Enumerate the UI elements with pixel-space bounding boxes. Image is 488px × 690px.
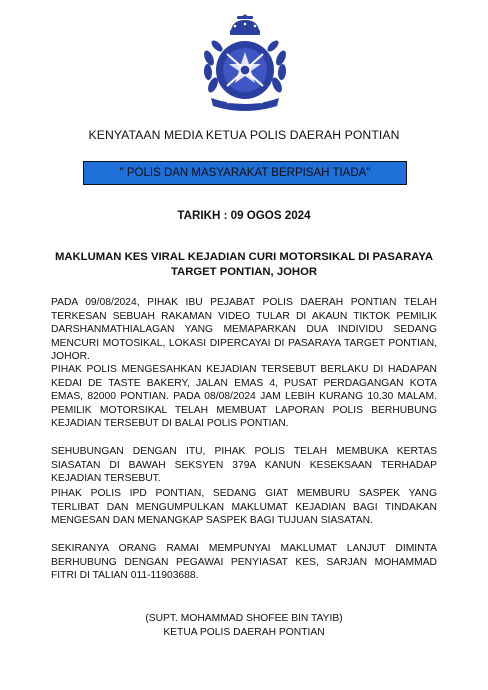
paragraph-1: PADA 09/08/2024, PIHAK IBU PEJABAT POLIS DAERAH PONTIAN TELAH TERKESAN SEBUAH RAKAMAN VIDEO TULAR DI AKAUN TIKTOK PEMILIK DARSHANMATHIALAGAN YANG MEMAPARKAN DUA INDIVIDU SEDANG MENCURI MOTOSIKAL, LOKASI DIPERCAYAI DI PASARAYA TARGET PONTIAN, JOHOR. — [51, 297, 437, 362]
signatory-name: (SUPT. MOHAMMAD SHOFEE BIN TAYIB) — [145, 613, 343, 624]
subject-line-1: MAKLUMAN KES VIRAL KEJADIAN CURI MOTORSIKAL DI PASARAYA — [54, 251, 434, 263]
document-header-title: KENYATAAN MEDIA KETUA POLIS DAERAH PONTIAN — [88, 128, 400, 142]
paragraph-2: PIHAK POLIS MENGESAHKAN KEJADIAN TERSEBUT BERLAKU DI HADAPAN KEDAI DE TASTE BAKERY, JALAN EMAS 4, PUSAT PERDAGANGAN KOTA EMAS, 82000 PONTIAN. PADA 08/08/2024 JAM LEBIH KURANG 10.30 MALAM. PEMILIK MOTORSIKAL TELAH MEMBUAT LAPORAN POLIS BERHUBUNG KEJADIAN TERSEBUT DI BALAI POLIS PONTIAN. — [51, 364, 437, 429]
motto-text: " POLIS DAN MASYARAKAT BERPISAH TIADA" — [119, 167, 371, 179]
royal-malaysia-police-crest-icon — [197, 14, 293, 112]
motto-banner — [83, 161, 407, 185]
subject-line-2: TARGET PONTIAN, JOHOR — [170, 266, 318, 278]
paragraph-3: SEHUBUNGAN DENGAN ITU, PIHAK POLIS TELAH MEMBUKA KERTAS SIASATAN DI BAWAH SEKSYEN 379A KANUN KESEKSAAN TERHADAP KEJADIAN TERSEBUT. — [51, 446, 437, 484]
document-date: TARIKH : 09 OGOS 2024 — [177, 209, 311, 222]
document-subject — [50, 250, 438, 280]
signatory-title: KETUA POLIS DAERAH PONTIAN — [163, 627, 325, 638]
paragraph-4: PIHAK POLIS IPD PONTIAN, SEDANG GIAT MEMBURU SASPEK YANG TERLIBAT DAN MENGUMPULKAN MAKLUMAT KEJADIAN BAGI TINDAKAN MENGESAN DAN MENANGKAP SASPEK BAGI TUJUAN SIASATAN. — [51, 488, 437, 526]
signature-block — [0, 612, 488, 640]
paragraph-5: SEKIRANYA ORANG RAMAI MEMPUNYAI MAKLUMAT LANJUT DIMINTA BERHUBUNG DENGAN PEGAWAI PENYIASAT KES, SARJAN MOHAMMAD FITRI DI TALIAN 011-11903688. — [51, 543, 437, 581]
